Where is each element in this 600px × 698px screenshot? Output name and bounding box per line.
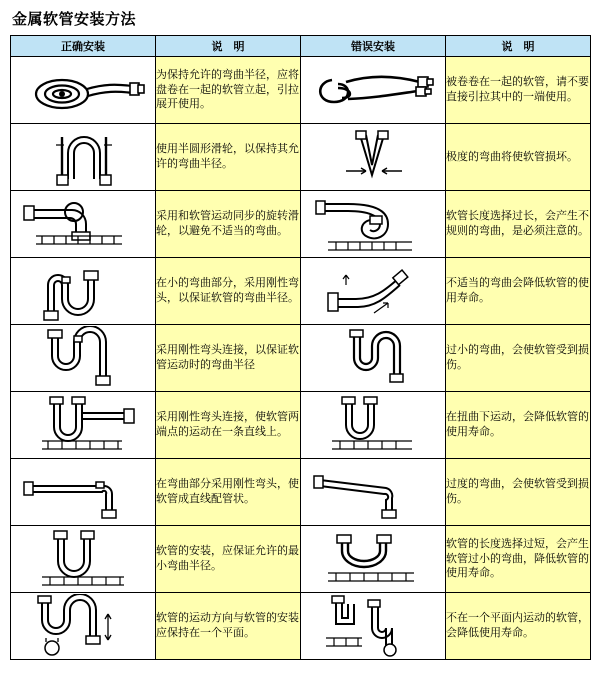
figure-correct-rigid-elbow-straight-piping — [11, 459, 156, 526]
figure-wrong-hose-too-long-irregular-bend — [301, 191, 446, 258]
figure-wrong-too-small-bend-radius-damage — [301, 325, 446, 392]
text-wrong-8: 软管的长度选择过短，会产生软管过小的弯曲，降低软管的使用寿命。 — [446, 526, 591, 593]
table-row — [11, 593, 591, 660]
text-correct-3: 采用和软管运动同步的旋转滑轮，以避免不适当的弯曲。 — [156, 191, 301, 258]
text-wrong-9: 不在一个平面内运动的软管，会降低使用寿命。 — [446, 593, 591, 660]
table-row — [11, 258, 591, 325]
text-wrong-3: 软管长度选择过长，会产生不规则的弯曲，是必须注意的。 — [446, 191, 591, 258]
table-header-row — [11, 36, 591, 57]
figure-correct-hose-with-synchronized-rotating-pulley — [11, 191, 156, 258]
figure-wrong-improper-bend-shortens-life — [301, 258, 446, 325]
text-wrong-1: 被卷卷在一起的软管，请不要直接引拉其中的一端使用。 — [446, 57, 591, 124]
figure-wrong-coiled-hose-pulled-straight — [301, 57, 446, 124]
table-row — [11, 526, 591, 593]
text-correct-1: 为保持允许的弯曲半径，应将盘卷在一起的软管立起，引拉展开使用。 — [156, 57, 301, 124]
text-correct-7: 在弯曲部分采用刚性弯头，使软管成直线配管状。 — [156, 459, 301, 526]
table-row — [11, 124, 591, 191]
header-wrong-install: 错误安装 — [301, 36, 446, 57]
figure-correct-coiled-hose-unrolled — [11, 57, 156, 124]
figure-correct-rigid-elbow-at-small-bend — [11, 258, 156, 325]
table-row — [11, 392, 591, 459]
figure-wrong-excess-length-small-bend — [301, 526, 446, 593]
text-wrong-4: 不适当的弯曲会降低软管的使用寿命。 — [446, 258, 591, 325]
figure-wrong-excessive-bend-damage — [301, 459, 446, 526]
figure-correct-motion-direction-same-plane — [11, 593, 156, 660]
page-title: 金属软管安装方法 — [12, 10, 137, 28]
text-correct-2: 使用半圆形滑轮，以保持其允许的弯曲半径。 — [156, 124, 301, 191]
figure-correct-rigid-elbow-both-ends-straight-line — [11, 392, 156, 459]
text-wrong-5: 过小的弯曲，会使软管受到损伤。 — [446, 325, 591, 392]
figure-wrong-motion-out-of-plane — [301, 593, 446, 660]
text-correct-9: 软管的运动方向与软管的安装应保持在一个平面。 — [156, 593, 301, 660]
text-wrong-2: 极度的弯曲将使软管损坏。 — [446, 124, 591, 191]
text-correct-6: 采用刚性弯头连接，使软管两端点的运动在一条直线上。 — [156, 392, 301, 459]
table-row — [11, 459, 591, 526]
figure-correct-minimum-bend-radius-installation — [11, 526, 156, 593]
text-wrong-7: 过度的弯曲，会使软管受到损伤。 — [446, 459, 591, 526]
table-row — [11, 325, 591, 392]
text-wrong-6: 在扭曲下运动，会降低软管的使用寿命。 — [446, 392, 591, 459]
figure-wrong-hose-sharp-v-bend — [301, 124, 446, 191]
text-correct-8: 软管的安装，应保证允许的最小弯曲半径。 — [156, 526, 301, 593]
figure-correct-hose-over-semicircular-sheave — [11, 124, 156, 191]
header-description-1: 说 明 — [156, 36, 301, 57]
table-row — [11, 191, 591, 258]
table-row — [11, 57, 591, 124]
header-description-2: 说 明 — [446, 36, 591, 57]
hose-installation-table — [10, 35, 591, 660]
header-correct-install: 正确安装 — [11, 36, 156, 57]
text-correct-5: 采用刚性弯头连接，以保证软管运动时的弯曲半径 — [156, 325, 301, 392]
text-correct-4: 在小的弯曲部分，采用刚性弯头，以保证软管的弯曲半径。 — [156, 258, 301, 325]
figure-correct-rigid-elbow-connection-u-loop — [11, 325, 156, 392]
figure-wrong-twisting-motion-reduces-life — [301, 392, 446, 459]
